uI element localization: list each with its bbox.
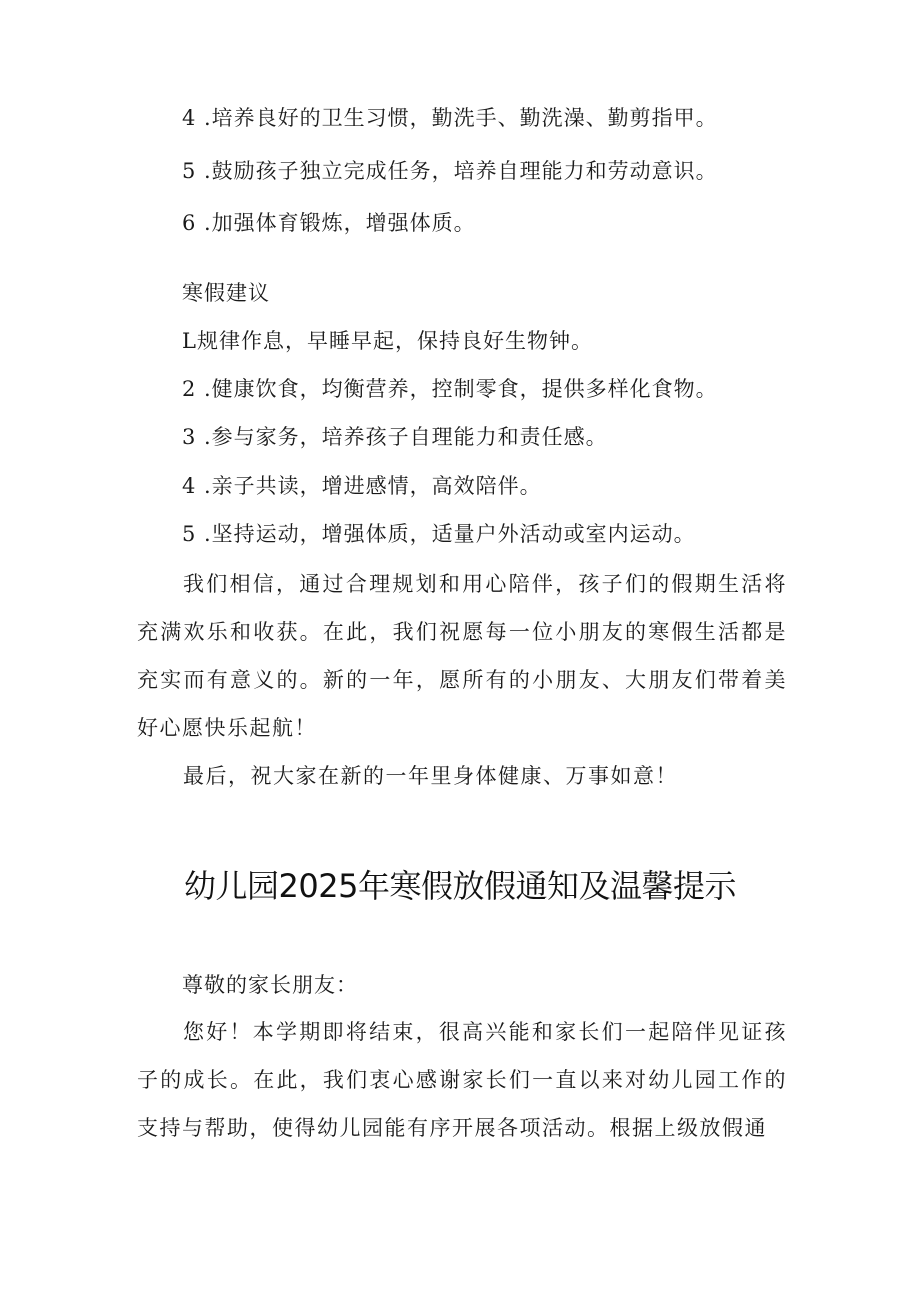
notice-paragraph: 您好！本学期即将结束，很高兴能和家长们一起陪伴见证孩子的成长。在此，我们衷心感谢家长们一直以来对幼儿园工作的支持与帮助，使得幼儿园能有序开展各项活动。根据上级放假通 — [137, 1020, 787, 1140]
list-item-text: .健康饮食，均衡营养，控制零食，提供多样化食物。 — [204, 377, 718, 401]
list-item — [182, 471, 542, 501]
list-item-number: 2 — [182, 377, 197, 401]
list-item — [182, 326, 593, 356]
list-item-text: L规律作息，早睡早起，保持良好生物钟。 — [182, 329, 593, 353]
list-item — [182, 208, 476, 238]
list-item — [182, 519, 696, 549]
list-item-text: .参与家务，培养孩子自理能力和责任感。 — [204, 425, 608, 449]
section-heading: 寒假建议 — [182, 281, 270, 305]
list-item-number: 5 — [182, 159, 197, 183]
list-item-number: 4 — [182, 106, 197, 130]
closing-wish: 最后，祝大家在新的一年里身体健康、万事如意！ — [183, 764, 678, 788]
closing-paragraph: 我们相信，通过合理规划和用心陪伴，孩子们的假期生活将充满欢乐和收获。在此，我们祝愿每一位小朋友的寒假生活都是充实而有意义的。新的一年，愿所有的小朋友、大朋友们带着美好心愿快乐起航！ — [137, 572, 787, 740]
list-item — [182, 422, 608, 452]
salutation: 尊敬的家长朋友： — [182, 973, 358, 997]
list-item — [182, 156, 718, 186]
list-item — [182, 374, 718, 404]
list-item-text: .坚持运动，增强体质，适量户外活动或室内运动。 — [204, 522, 696, 546]
list-item-number: 4 — [182, 474, 197, 498]
list-item — [182, 103, 718, 133]
document-title: 幼儿园2025年寒假放假通知及温馨提示 — [184, 867, 736, 905]
list-item-text: .培养良好的卫生习惯，勤洗手、勤洗澡、勤剪指甲。 — [204, 106, 718, 130]
list-item-number: 6 — [182, 211, 197, 235]
list-item-text: .鼓励孩子独立完成任务，培养自理能力和劳动意识。 — [204, 159, 718, 183]
list-item-number: 3 — [182, 425, 197, 449]
list-item-text: .加强体育锻炼，增强体质。 — [204, 211, 476, 235]
list-item-text: .亲子共读，增进感情，高效陪伴。 — [204, 474, 542, 498]
list-item-number: 5 — [182, 522, 197, 546]
